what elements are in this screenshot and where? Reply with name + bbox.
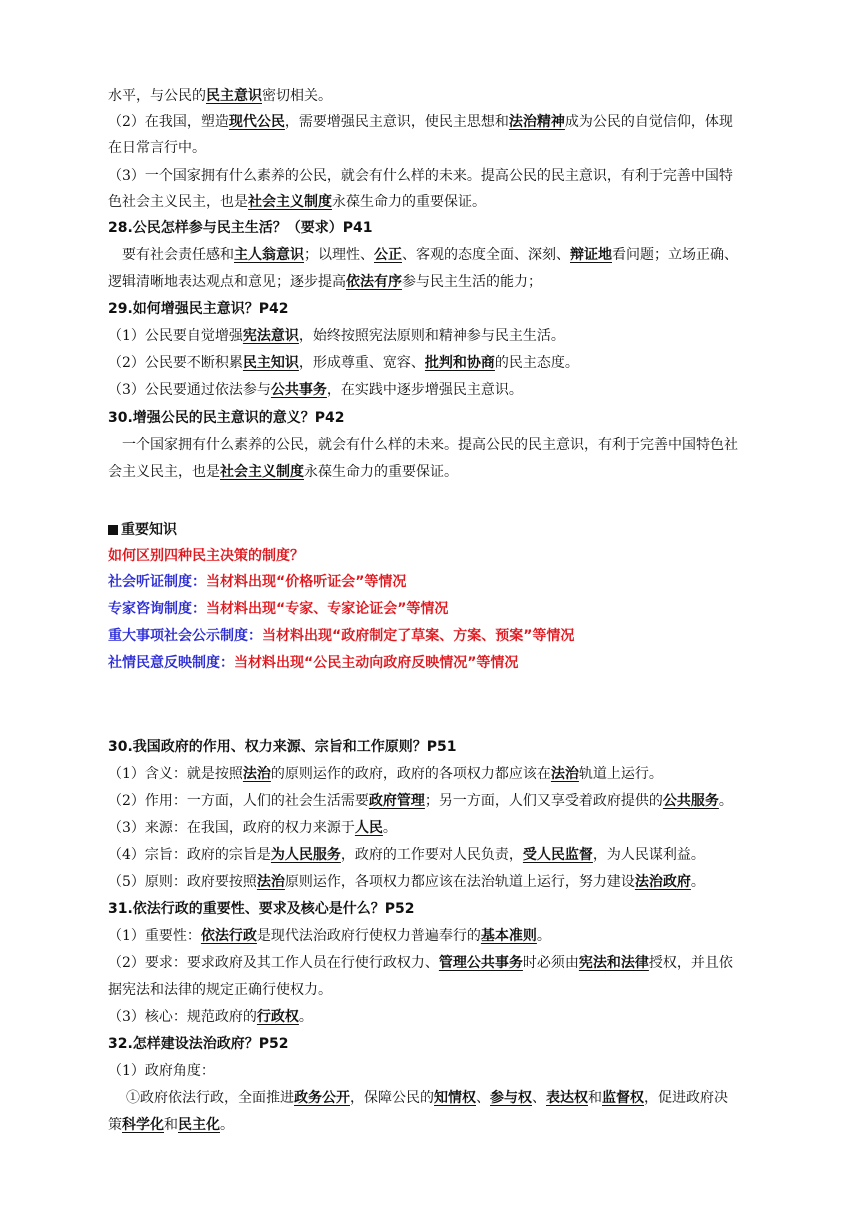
paragraph-line: （2）公民要不断积累民主知识，形成尊重、宽容、批判和协商的民主态度。 [108, 355, 579, 371]
paragraph-line: （1）含义：就是按照法治的原则运作的政府，政府的各项权力都应该在法治轨道上运行。 [108, 766, 663, 782]
keyword: 法治 [242, 766, 271, 782]
paragraph-line: （3）核心：规范政府的行政权。 [108, 1009, 313, 1025]
paragraph-line: 色社会主义民主，也是社会主义制度永葆生命力的重要保证。 [108, 194, 486, 210]
keyword: 政府管理 [368, 793, 425, 809]
keyword: 批判和协商 [424, 355, 495, 371]
paragraph-line: （5）原则：政府要按照法治原则运作，各项权力都应该在法治轨道上运行，努力建设法治政府。 [108, 874, 705, 890]
keyword: 受人民监督 [522, 847, 593, 863]
paragraph-line: （3）公民要通过依法参与公共事务，在实践中逐步增强民主意识。 [108, 382, 523, 398]
rule-name: 社会听证制度： [108, 574, 206, 590]
rule-item [108, 599, 778, 619]
paragraph-line: ①政府依法行政，全面推进政务公开，保障公民的知情权、参与权、表达权和监督权，促进政府决 [126, 1090, 728, 1106]
rule-desc: 当材料出现“公民主动向政府反映情况”等情况 [234, 655, 519, 671]
keyword: 民主意识 [206, 88, 262, 104]
paragraph-line: 一个国家拥有什么素养的公民，就会有什么样的未来。提高公民的民主意识，有利于完善中国特色社 [122, 437, 738, 453]
paragraph-line: 在日常言行中。 [108, 140, 206, 156]
keyword: 民主知识 [242, 355, 299, 371]
rule-name: 专家咨询制度： [108, 601, 206, 617]
paragraph-line: （3）来源：在我国，政府的权力来源于人民。 [108, 820, 397, 836]
keyword: 现代公民 [228, 114, 285, 130]
keyword: 法治 [256, 874, 285, 890]
keyword: 参与权 [490, 1090, 532, 1106]
important-question: 如何区别四种民主决策的制度？ [108, 548, 304, 564]
keyword: 法治政府 [634, 874, 691, 890]
paragraph-line: （2）在我国，塑造现代公民，需要增强民主意识，使民主思想和法治精神成为公民的自觉信仰，体现 [108, 114, 733, 130]
question-heading: 30.我国政府的作用、权力来源、宗旨和工作原则？P51 [108, 739, 457, 755]
rule-desc: 当材料出现“价格听证会”等情况 [206, 574, 407, 590]
paragraph-line: （1）公民要自觉增强宪法意识，始终按照宪法原则和精神参与民主生活。 [108, 328, 565, 344]
keyword: 主人翁意识 [234, 247, 304, 263]
keyword: 法治 [550, 766, 579, 782]
keyword: 人民 [354, 820, 383, 836]
paragraph-line: （1）政府角度： [108, 1063, 215, 1079]
keyword: 民主化 [178, 1117, 220, 1133]
keyword: 行政权 [256, 1009, 299, 1025]
keyword: 宪法和法律 [578, 955, 649, 971]
keyword: 基本准则 [480, 928, 537, 944]
keyword: 社会主义制度 [220, 464, 304, 480]
keyword: 辩证地 [570, 247, 612, 263]
keyword: 宪法意识 [242, 328, 299, 344]
keyword: 知情权 [434, 1090, 476, 1106]
keyword: 为人民服务 [270, 847, 341, 863]
paragraph-line: 据宪法和法律的规定正确行使权力。 [108, 982, 332, 998]
keyword: 监督权 [602, 1090, 644, 1106]
keyword: 依法行政 [200, 928, 257, 944]
keyword: 法治精神 [508, 114, 565, 130]
paragraph-line: 会主义民主，也是社会主义制度永葆生命力的重要保证。 [108, 464, 458, 480]
paragraph-line: （2）作用：一方面，人们的社会生活需要政府管理；另一方面，人们又享受着政府提供的公共服务。 [108, 793, 733, 809]
keyword: 公共事务 [270, 382, 327, 398]
keyword: 公正 [374, 247, 402, 263]
paragraph-line: 要有社会责任感和主人翁意识；以理性、公正、客观的态度全面、深刻、辩证地看问题；立场正确、 [122, 247, 738, 263]
paragraph-line: 策科学化和民主化。 [108, 1117, 234, 1133]
question-heading: 31.依法行政的重要性、要求及核心是什么？P52 [108, 901, 415, 917]
question-heading: 29.如何增强民主意识？P42 [108, 301, 289, 317]
rule-desc: 当材料出现“政府制定了草案、方案、预案”等情况 [262, 628, 575, 644]
rule-item [108, 572, 778, 592]
keyword: 科学化 [122, 1117, 164, 1133]
rule-name: 重大事项社会公示制度： [108, 628, 262, 644]
question-heading: 28.公民怎样参与民主生活？（要求）P41 [108, 220, 373, 236]
keyword: 社会主义制度 [248, 194, 332, 210]
keyword: 公共服务 [662, 793, 719, 809]
square-bullet-icon [108, 525, 118, 535]
keyword: 表达权 [546, 1090, 588, 1106]
question-heading: 32.怎样建设法治政府？P52 [108, 1036, 289, 1052]
paragraph-line: （3）一个国家拥有什么素养的公民，就会有什么样的未来。提高公民的民主意识，有利于完善中国特 [108, 168, 733, 184]
keyword: 依法有序 [346, 274, 402, 290]
rule-desc: 当材料出现“专家、专家论证会”等情况 [206, 601, 449, 617]
paragraph-line: （1）重要性：依法行政是现代法治政府行使权力普遍奉行的基本准则。 [108, 928, 551, 944]
keyword: 政务公开 [294, 1090, 350, 1106]
rule-item [108, 653, 778, 673]
paragraph-line: 逻辑清晰地表达观点和意见；逐步提高依法有序参与民主生活的能力； [108, 274, 542, 290]
rule-name: 社情民意反映制度： [108, 655, 234, 671]
important-heading: 重要知识 [108, 520, 778, 540]
paragraph-line: 水平，与公民的民主意识密切相关。 [108, 88, 332, 104]
question-heading: 30.增强公民的民主意识的意义？P42 [108, 410, 345, 426]
paragraph-line: （2）要求：要求政府及其工作人员在行使行政权力、管理公共事务时必须由宪法和法律授权，并且依 [108, 955, 733, 971]
paragraph-line: （4）宗旨：政府的宗旨是为人民服务，政府的工作要对人民负责，受人民监督，为人民谋利益。 [108, 847, 705, 863]
keyword: 管理公共事务 [438, 955, 523, 971]
rule-item [108, 626, 778, 646]
